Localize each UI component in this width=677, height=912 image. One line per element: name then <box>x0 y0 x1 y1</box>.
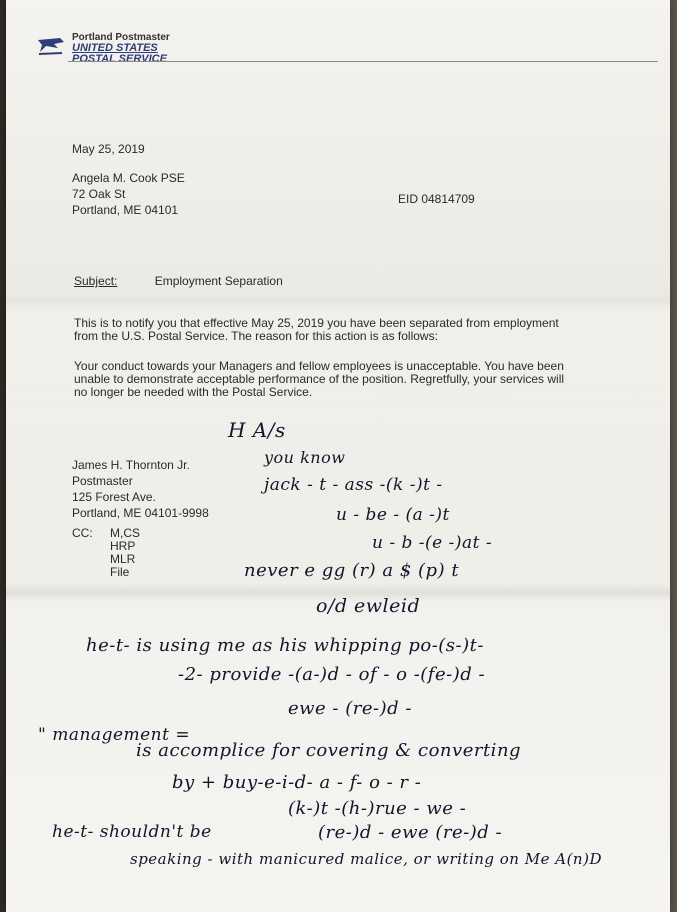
handwritten-line: o/d ewleid <box>316 595 421 617</box>
notice-paragraph: This is to notify you that effective May 25, 2019 you have been separated from employment from the U.S. Postal Service. The reason for this action is as follows: <box>74 316 559 343</box>
handwritten-line: " management = <box>38 725 191 745</box>
handwritten-line: u - b -(e -)at - <box>372 533 493 553</box>
signature-block <box>72 457 209 521</box>
handwritten-line: speaking - with manicured malice, or writing on Me A(n)D <box>130 850 602 868</box>
letterhead-rule <box>68 61 658 62</box>
cc-item: File <box>110 565 130 579</box>
signer-name: James H. Thornton Jr. <box>72 458 190 472</box>
recipient-name: Angela M. Cook PSE <box>72 171 185 185</box>
letterhead-office: Portland Postmaster <box>72 32 170 43</box>
employee-id: EID 04814709 <box>398 192 475 206</box>
letterhead-postal-service: POSTAL SERVICE <box>72 53 167 65</box>
cc-item: HRP <box>110 539 136 553</box>
handwritten-line: u - be - (a -)t <box>336 505 450 525</box>
handwritten-line: he-t- is using me as his whipping po-(s-)t- <box>86 635 484 656</box>
handwritten-line: (re-)d - ewe (re-)d - <box>318 822 503 843</box>
signer-title: Postmaster <box>72 474 133 488</box>
handwritten-line: by + buy-e-i-d- a - f- o - r - <box>172 772 422 793</box>
handwritten-line: -2- provide -(a-)d - of - o -(fe-)d - <box>178 664 486 685</box>
handwritten-line: never e gg (r) a $ (p) t <box>244 560 460 581</box>
reason-paragraph: Your conduct towards your Managers and fellow employees is unacceptable. You have been unable to demonstrate acceptable performance of the position. Regretfully, your services will no longer be needed with the Postal Service. <box>74 359 565 399</box>
signer-street: 125 Forest Ave. <box>72 490 156 504</box>
recipient-city: Portland, ME 04101 <box>72 203 179 217</box>
signer-city: Portland, ME 04101-9998 <box>72 506 209 520</box>
handwritten-line: H A/s <box>228 418 286 442</box>
cc-block <box>72 527 140 579</box>
letter-date: May 25, 2019 <box>72 142 145 156</box>
recipient-block <box>72 170 185 218</box>
recipient-street: 72 Oak St <box>72 187 126 201</box>
cc-item: M,CS <box>110 526 140 540</box>
handwritten-line: he-t- shouldn't be <box>52 822 212 842</box>
subject-label: Subject: <box>74 274 118 288</box>
handwritten-line: is accomplice for covering & converting <box>136 740 522 761</box>
handwritten-line: jack - t - ass -(k -)t - <box>264 475 443 495</box>
cc-item: MLR <box>110 552 136 566</box>
handwritten-line: (k-)t -(h-)rue - we - <box>288 798 467 819</box>
letter-sheet <box>6 0 670 912</box>
handwritten-line: ewe - (re-)d - <box>288 698 412 719</box>
handwritten-line: you know <box>264 448 346 467</box>
eagle-icon <box>36 34 66 58</box>
cc-label: CC: <box>72 526 93 540</box>
subject-text: Employment Separation <box>154 274 283 288</box>
subject-line <box>74 273 283 289</box>
letterhead-united-states: UNITED STATES <box>72 42 158 54</box>
